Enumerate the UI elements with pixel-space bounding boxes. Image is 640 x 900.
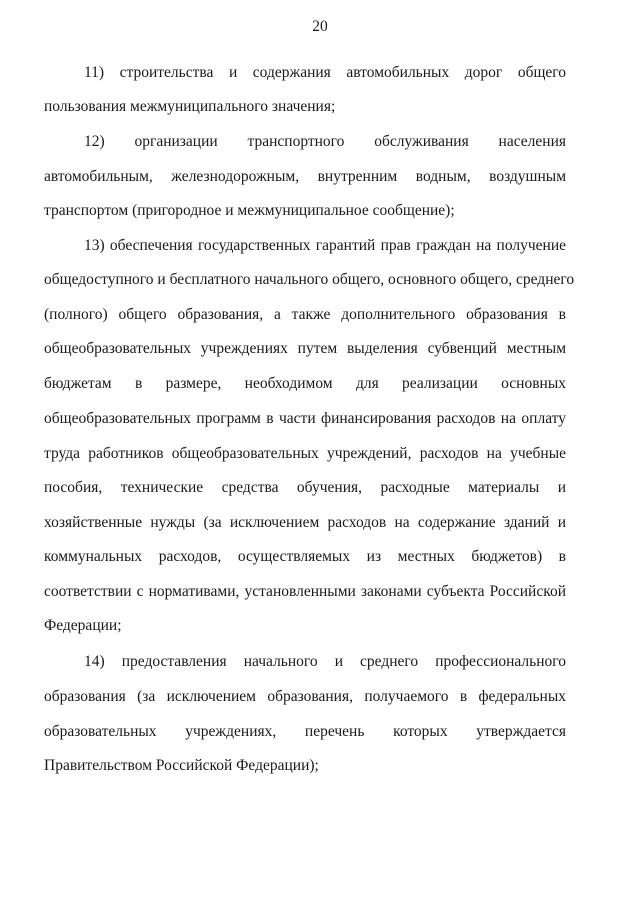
paragraph-13-line-7: труда работников общеобразовательных учреждений, расходов на учебные bbox=[44, 445, 566, 462]
paragraph-14-line-3: образовательных учреждениях, перечень которых утверждается bbox=[44, 723, 566, 740]
paragraph-13-line-6: общеобразовательных программ в части финансирования расходов на оплату bbox=[44, 410, 566, 427]
paragraph-13-line-5: бюджетам в размере, необходимом для реализации основных bbox=[44, 375, 566, 392]
paragraph-14-line-2: образования (за исключением образования, получаемого в федеральных bbox=[44, 688, 566, 705]
paragraph-13-line-9: хозяйственные нужды (за исключением расходов на содержание зданий и bbox=[44, 514, 566, 531]
paragraph-13-line-8: пособия, технические средства обучения, расходные материалы и bbox=[44, 479, 566, 496]
paragraph-13-line-1: 13) обеспечения государственных гарантий прав граждан на получение bbox=[84, 237, 566, 254]
paragraph-12-line-3: транспортом (пригородное и межмуниципальное сообщение); bbox=[44, 202, 455, 219]
paragraph-14-line-4: Правительством Российской Федерации); bbox=[44, 757, 319, 774]
paragraph-13-line-3: (полного) общего образования, а также дополнительного образования в bbox=[44, 306, 566, 323]
paragraph-13-line-2: общедоступного и бесплатного начального общего, основного общего, среднего bbox=[44, 271, 575, 288]
paragraph-11-line-2: пользования межмуниципального значения; bbox=[44, 98, 336, 115]
paragraph-13-line-12: Федерации; bbox=[44, 617, 122, 634]
paragraph-13-line-11: соответствии с нормативами, установленными законами субъекта Российской bbox=[44, 583, 566, 600]
paragraph-14-line-1: 14) предоставления начального и среднего профессионального bbox=[84, 653, 566, 670]
paragraph-12-line-1: 12) организации транспортного обслуживания населения bbox=[84, 133, 566, 150]
paragraph-13-line-4: общеобразовательных учреждениях путем выделения субвенций местным bbox=[44, 340, 566, 357]
page-number: 20 bbox=[312, 18, 328, 35]
paragraph-13-line-10: коммунальных расходов, осуществляемых из местных бюджетов) в bbox=[44, 548, 566, 565]
paragraph-11-line-1: 11) строительства и содержания автомобильных дорог общего bbox=[84, 64, 566, 81]
paragraph-12-line-2: автомобильным, железнодорожным, внутренним водным, воздушным bbox=[44, 168, 566, 185]
